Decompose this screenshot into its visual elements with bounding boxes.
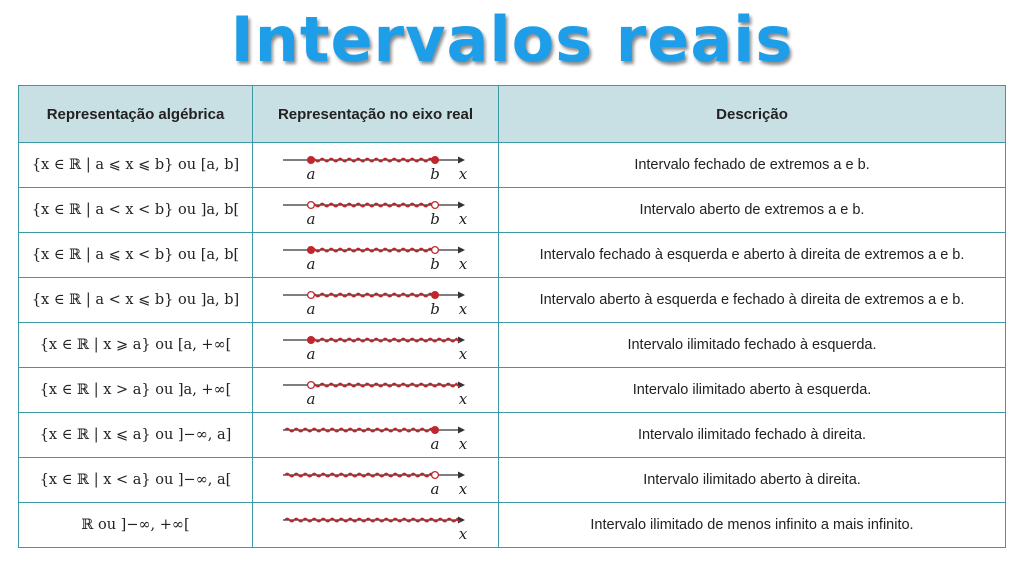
axis-label-b: b [430,165,440,183]
axis-arrow [458,337,465,344]
number-line-cell [253,458,499,503]
axis-label-a: a [306,300,316,318]
description-text: Intervalo ilimitado fechado à direita. [499,413,1006,458]
algebraic-notation: {x ∈ ℝ | x < a} ou ]−∞, a[ [19,458,253,503]
closed-endpoint [432,292,439,299]
axis-label-a: a [306,165,316,183]
number-line [253,189,497,231]
table-row [19,278,1006,323]
number-line [253,144,497,186]
algebraic-notation: {x ∈ ℝ | a ⩽ x ⩽ b} ou [a, b] [19,143,253,188]
closed-endpoint [432,157,439,164]
number-line-cell [253,368,499,413]
axis-arrow [458,382,465,389]
axis-arrow [458,157,465,164]
axis-label-x: x [458,210,468,228]
open-endpoint [432,472,439,479]
axis-arrow [458,202,465,209]
axis-arrow [458,427,465,434]
axis-label-a: a [306,345,316,363]
description-text: Intervalo ilimitado de menos infinito a mais infinito. [499,503,1006,548]
table-row [19,323,1006,368]
number-line-cell [253,323,499,368]
axis-label-a: a [306,255,316,273]
axis-arrow [458,247,465,254]
number-line-cell [253,278,499,323]
description-text: Intervalo ilimitado fechado à esquerda. [499,323,1006,368]
algebraic-notation: {x ∈ ℝ | a < x < b} ou ]a, b[ [19,188,253,233]
table-row [19,368,1006,413]
number-line [253,324,497,366]
number-line-cell [253,143,499,188]
axis-label-b: b [430,210,440,228]
header-algebraic: Representação algébrica [19,86,253,143]
number-line [253,459,497,501]
table-row [19,143,1006,188]
number-line [253,279,497,321]
axis-label-a: a [430,435,440,453]
table-row [19,458,1006,503]
axis-label-x: x [458,165,468,183]
axis-label-x: x [458,390,468,408]
open-endpoint [308,292,315,299]
axis-label-b: b [430,255,440,273]
number-line [253,504,497,546]
table-row [19,413,1006,458]
algebraic-notation: {x ∈ ℝ | x > a} ou ]a, +∞[ [19,368,253,413]
number-line [253,369,497,411]
header-axis: Representação no eixo real [253,86,499,143]
description-text: Intervalo aberto de extremos a e b. [499,188,1006,233]
algebraic-notation: {x ∈ ℝ | a ⩽ x < b} ou [a, b[ [19,233,253,278]
axis-label-x: x [458,480,468,498]
axis-label-x: x [458,525,468,543]
number-line [253,234,497,276]
intervals-table [18,85,1006,548]
description-text: Intervalo fechado de extremos a e b. [499,143,1006,188]
axis-label-x: x [458,435,468,453]
axis-label-x: x [458,345,468,363]
table-row [19,188,1006,233]
algebraic-notation: ℝ ou ]−∞, +∞[ [19,503,253,548]
algebraic-notation: {x ∈ ℝ | x ⩾ a} ou [a, +∞[ [19,323,253,368]
closed-endpoint [308,157,315,164]
axis-label-a: a [430,480,440,498]
number-line-cell [253,413,499,458]
algebraic-notation: {x ∈ ℝ | x ⩽ a} ou ]−∞, a] [19,413,253,458]
axis-arrow [458,472,465,479]
header-description: Descrição [499,86,1006,143]
open-endpoint [308,202,315,209]
description-text: Intervalo fechado à esquerda e aberto à direita de extremos a e b. [499,233,1006,278]
axis-label-a: a [306,210,316,228]
closed-endpoint [308,337,315,344]
table-row [19,503,1006,548]
number-line-cell [253,233,499,278]
closed-endpoint [432,427,439,434]
open-endpoint [432,202,439,209]
closed-endpoint [308,247,315,254]
page-title: Intervalos reais [230,3,794,76]
open-endpoint [308,382,315,389]
axis-label-x: x [458,255,468,273]
description-text: Intervalo aberto à esquerda e fechado à direita de extremos a e b. [499,278,1006,323]
table-row [19,233,1006,278]
axis-arrow [458,292,465,299]
open-endpoint [432,247,439,254]
number-line-cell [253,503,499,548]
description-text: Intervalo ilimitado aberto à esquerda. [499,368,1006,413]
axis-label-x: x [458,300,468,318]
axis-label-b: b [430,300,440,318]
axis-arrow [458,517,465,524]
description-text: Intervalo ilimitado aberto à direita. [499,458,1006,503]
number-line-cell [253,188,499,233]
table-header-row [19,86,1006,143]
axis-label-a: a [306,390,316,408]
algebraic-notation: {x ∈ ℝ | a < x ⩽ b} ou ]a, b] [19,278,253,323]
number-line [253,414,497,456]
